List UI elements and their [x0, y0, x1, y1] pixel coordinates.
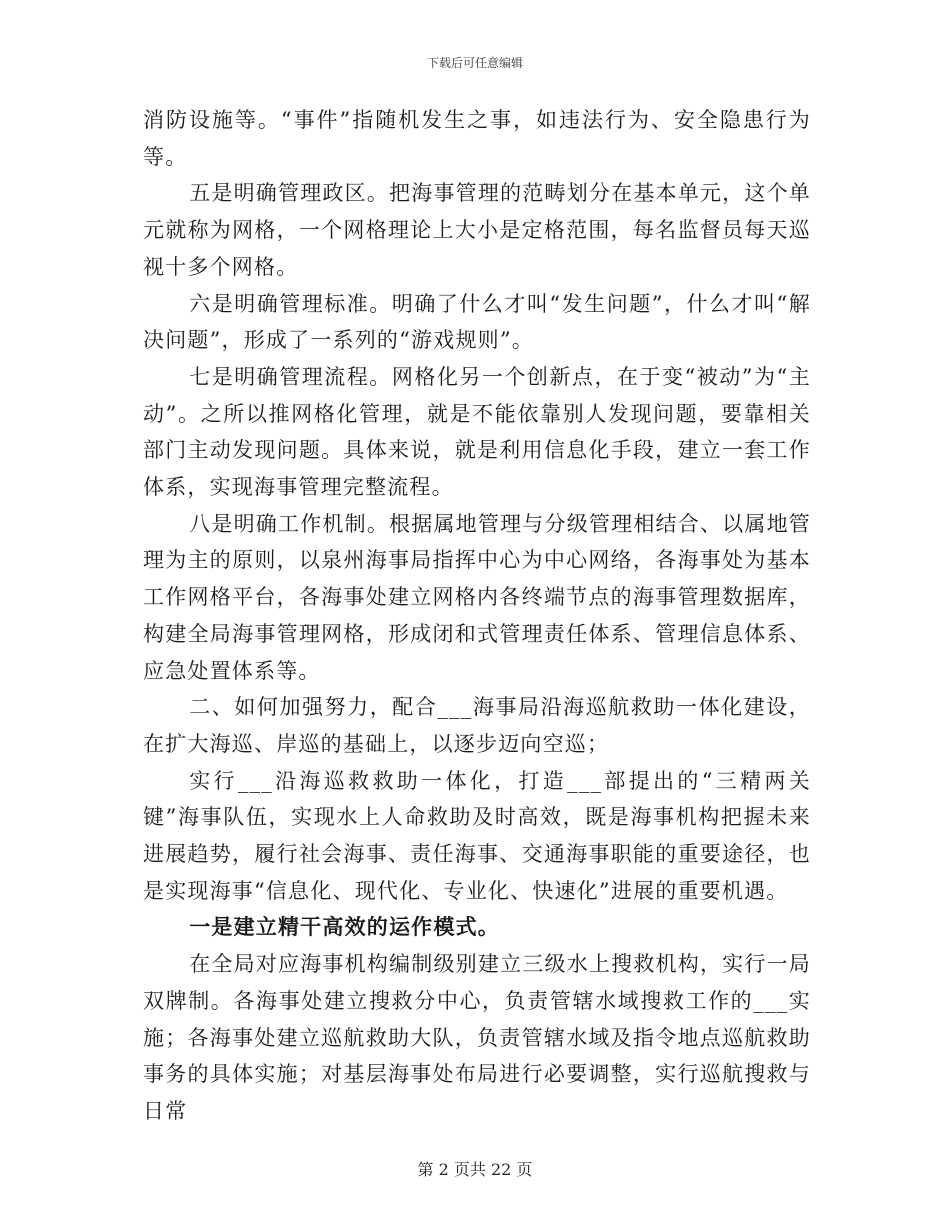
paragraph-item-8: 八是明确工作机制。根据属地管理与分级管理相结合、以属地管理为主的原则，以泉州海事局指挥中心为中心网络，各海事处为基本工作网格平台，各海事处建立网格内各终端节点的海事管理数据库，构建全局海事管理网格，形成闭和式管理责任体系、管理信息体系、应急处置体系等。	[143, 511, 811, 683]
page-number: 第 2 页共 22 页	[417, 1160, 533, 1179]
paragraph-search-rescue: 在全局对应海事机构编制级别建立三级水上搜救机构，实行一局双牌制。各海事处建立搜救分中心，负责管辖水域搜救工作的___实施；各海事处建立巡航救助大队，负责管辖水域及指令地点巡航救助事务的具体实施；对基层海事处布局进行必要调整，实行巡航搜救与日常	[143, 952, 811, 1123]
paragraph-section-2: 二、如何加强努力，配合___海事局沿海巡航救助一体化建设，在扩大海巡、岸巡的基础上，以逐步迈向空巡；	[143, 695, 811, 756]
paragraph-item-6: 六是明确管理标准。明确了什么才叫“发生问题”，什么才叫“解决问题”，形成了一系列的“游戏规则”。	[143, 291, 811, 353]
page-header: 下载后可任意编辑	[426, 56, 523, 70]
paragraph-implement: 实行___沿海巡救救助一体化，打造___部提出的“三精两关键”海事队伍，实现水上人命救助及时高效，既是海事机构把握未来进展趋势，履行社会海事、责任海事、交通海事职能的重要途径，也是实现海事“信息化、现代化、专业化、快速化”进展的重要机遇。	[143, 768, 811, 903]
paragraph-continuation: 消防设施等。“事件”指随机发生之事，如违法行为、安全隐患行为等。	[143, 108, 811, 169]
subheading-operation-mode: 一是建立精干高效的运作模式。	[189, 914, 500, 940]
paragraph-item-7: 七是明确管理流程。网格化另一个创新点，在于变“被动”为“主动”。之所以推网格化管理，就是不能依靠别人发现问题，要靠相关部门主动发现问题。具体来说，就是利用信息化手段，建立一套工作体系，实现海事管理完整流程。	[143, 364, 811, 500]
document-body	[143, 102, 811, 1130]
paragraph-item-5: 五是明确管理政区。把海事管理的范畴划分在基本单元，这个单元就称为网格，一个网格理论上大小是定格范围，每名监督员每天巡视十多个网格。	[143, 181, 811, 279]
